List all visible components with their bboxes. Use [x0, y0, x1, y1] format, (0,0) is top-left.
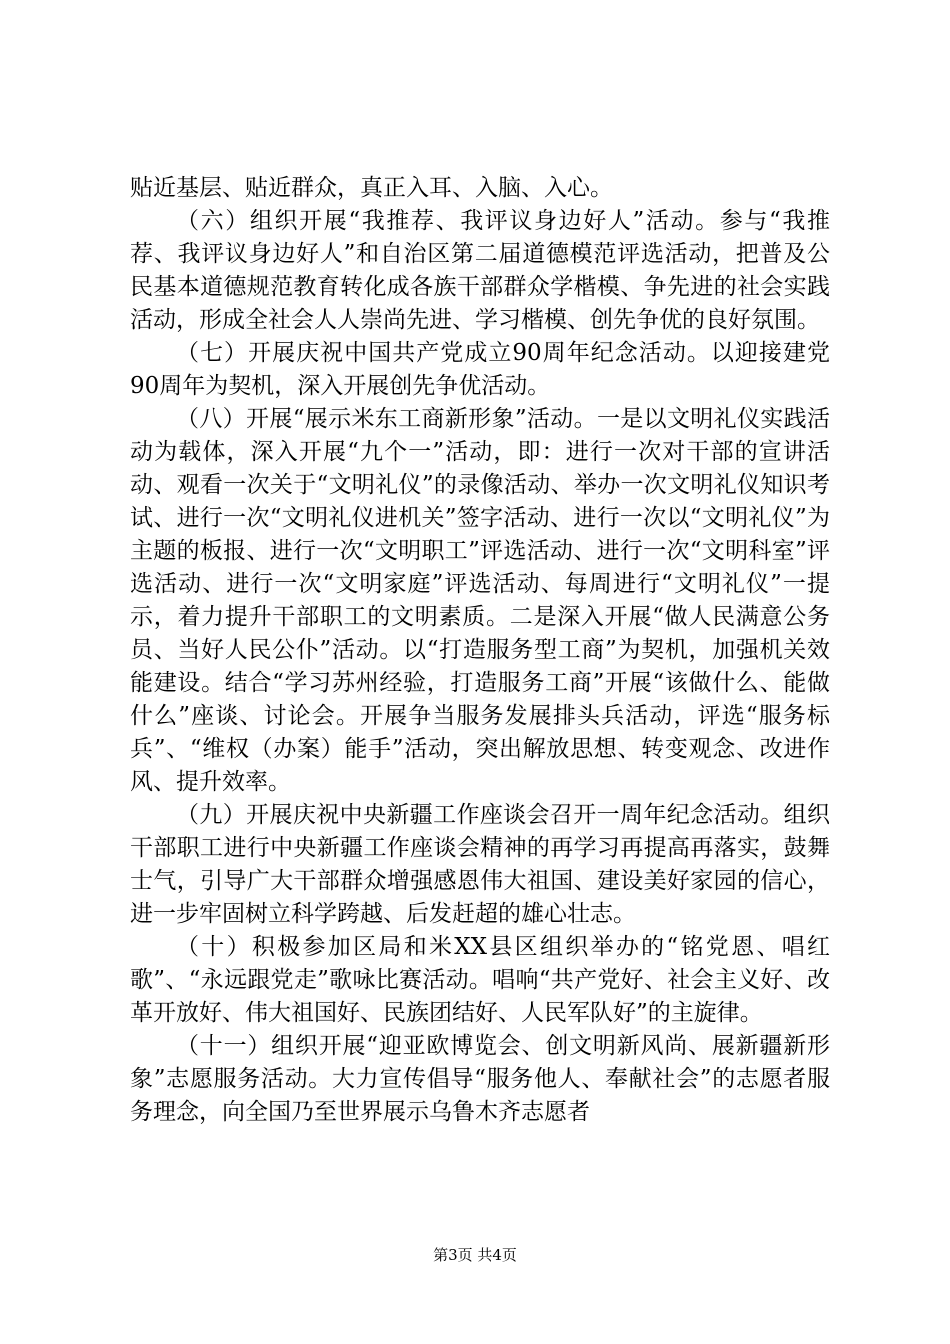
page-footer — [0, 1245, 950, 1265]
paragraph-continuation: 贴近基层、贴近群众，真正入耳、入脑、入心。 — [130, 175, 613, 201]
paragraph-item-10: （十）积极参加区局和米XX县区组织举办的“铭党恩、唱红歌”、“永远跟党走”歌咏比赛活动。唱响“共产党好、社会主义好、改革开放好、伟大祖国好、民族团结好、人民军队好”的主旋律。 — [130, 934, 830, 1026]
paragraph-item-7: （七）开展庆祝中国共产党成立90周年纪念活动。以迎接建党90周年为契机，深入开展创先争优活动。 — [130, 340, 830, 399]
paragraph-item-8: （八）开展“展示米东工商新形象”活动。一是以文明礼仪实践活动为载体，深入开展“九个一”活动，即：进行一次对干部的宣讲活动、观看一次关于“文明礼仪”的录像活动、举办一次文明礼仪知识考试、进行一次“文明礼仪进机关”签字活动、进行一次以“文明礼仪”为主题的板报、进行一次“文明职工”评选活动、进行一次“文明科室”评选活动、进行一次“文明家庭”评选活动、每周进行“文明礼仪”一提示，着力提升干部职工的文明素质。二是深入开展“做人民满意公务员、当好人民公仆”活动。以“打造服务型工商”为契机，加强机关效能建设。结合“学习苏州经验，打造服务工商”开展“该做什么、能做什么”座谈、讨论会。开展争当服务发展排头兵活动，评选“服务标兵”、“维权（办案）能手”活动，突出解放思想、转变观念、改进作风、提升效率。 — [130, 406, 830, 795]
paragraph-item-11: （十一）组织开展“迎亚欧博览会、创文明新风尚、展新疆新形象”志愿服务活动。大力宣传倡导“服务他人、奉献社会”的志愿者服务理念，向全国乃至世界展示乌鲁木齐志愿者 — [130, 1033, 830, 1125]
paragraph-item-9: （九）开展庆祝中央新疆工作座谈会召开一周年纪念活动。组织干部职工进行中央新疆工作座谈会精神的再学习再提高再落实，鼓舞士气，引导广大干部群众增强感恩伟大祖国、建设美好家园的信心，进一步牢固树立科学跨越、后发赶超的雄心壮志。 — [130, 802, 830, 927]
paragraph-item-6: （六）组织开展“我推荐、我评议身边好人”活动。参与“我推荐、我评议身边好人”和自治区第二届道德模范评选活动，把普及公民基本道德规范教育转化成各族干部群众学楷模、争先进的社会实践活动，形成全社会人人崇尚先进、学习楷模、创先争优的良好氛围。 — [130, 208, 830, 333]
document-body — [130, 172, 830, 1129]
page-number-label: 第3页 共4页 — [433, 1246, 517, 1264]
